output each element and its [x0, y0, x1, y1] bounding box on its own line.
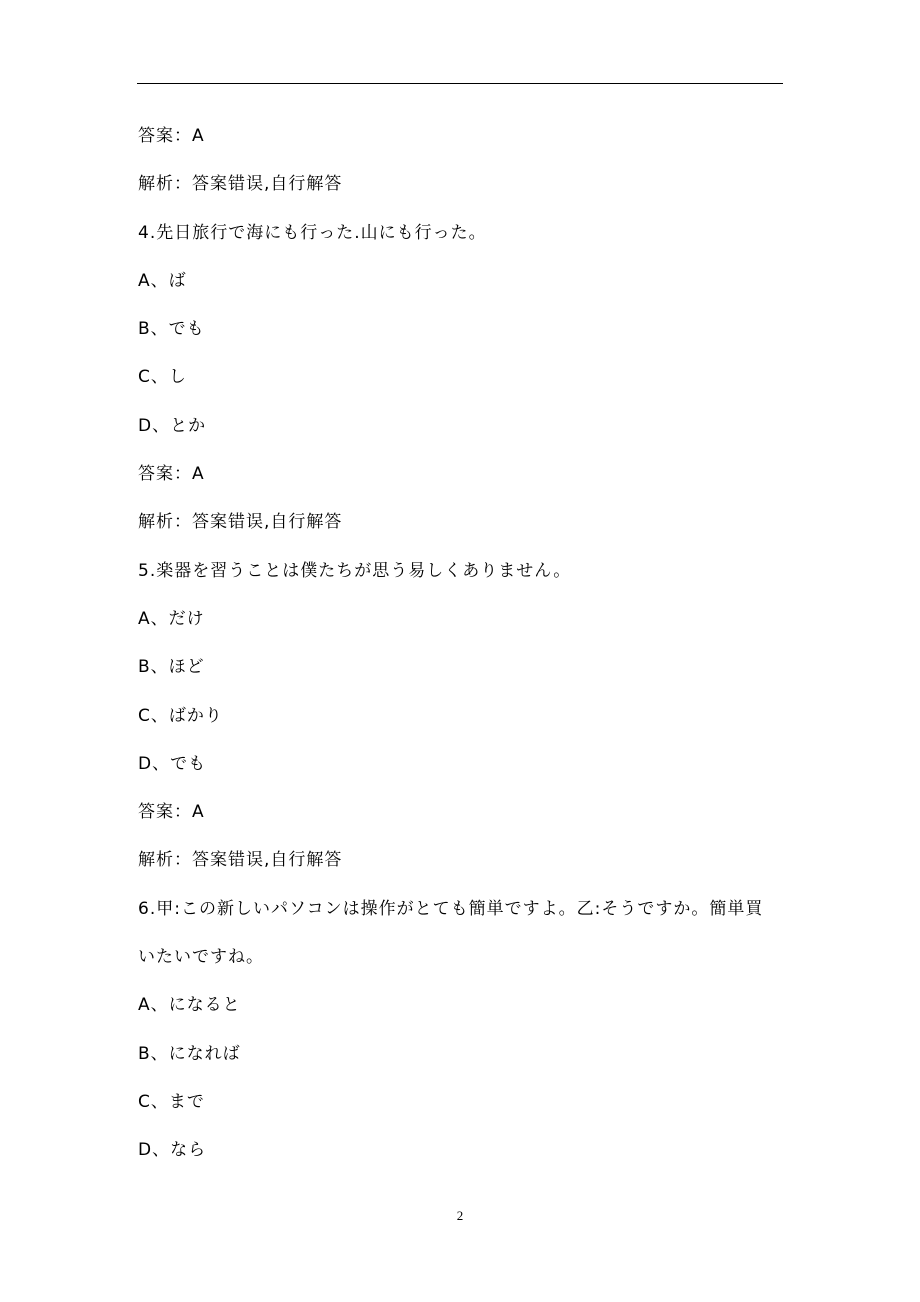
question-4-explanation: 解析：答案错误,自行解答: [138, 512, 343, 533]
question-6: 6.甲:この新しいパソコンは操作がとても簡単ですよ。乙:そうですか。簡単買: [138, 898, 764, 919]
question-5: 5.楽器を習うことは僕たちが思う易しくありません。: [138, 560, 572, 581]
question-6-continued: いたいですね。: [138, 947, 264, 968]
question-4: 4.先日旅行で海にも行った.山にも行った。: [138, 222, 487, 243]
page-content: [138, 112, 788, 1175]
page-number: 2: [456, 1208, 464, 1223]
question-6-option-c: C、まで: [138, 1091, 205, 1112]
question-5-option-a: A、だけ: [138, 608, 205, 629]
question-4-option-b: B、でも: [138, 319, 205, 340]
header-rule: [137, 83, 783, 84]
explanation-line: 解析：答案错误,自行解答: [138, 174, 343, 195]
question-6-option-a: A、になると: [138, 995, 241, 1016]
question-5-option-c: C、ばかり: [138, 705, 223, 726]
question-5-option-b: B、ほど: [138, 657, 205, 678]
question-4-option-d: D、とか: [138, 415, 207, 436]
question-5-option-d: D、でも: [138, 753, 207, 774]
question-4-option-a: A、ば: [138, 270, 187, 291]
question-6-option-d: D、なら: [138, 1140, 207, 1161]
question-5-answer: 答案：A: [138, 802, 205, 823]
question-4-option-c: C、し: [138, 367, 187, 388]
answer-line: 答案：A: [138, 126, 205, 146]
question-4-answer: 答案：A: [138, 464, 205, 485]
question-6-option-b: B、になれば: [138, 1043, 241, 1064]
question-5-explanation: 解析：答案错误,自行解答: [138, 850, 343, 871]
